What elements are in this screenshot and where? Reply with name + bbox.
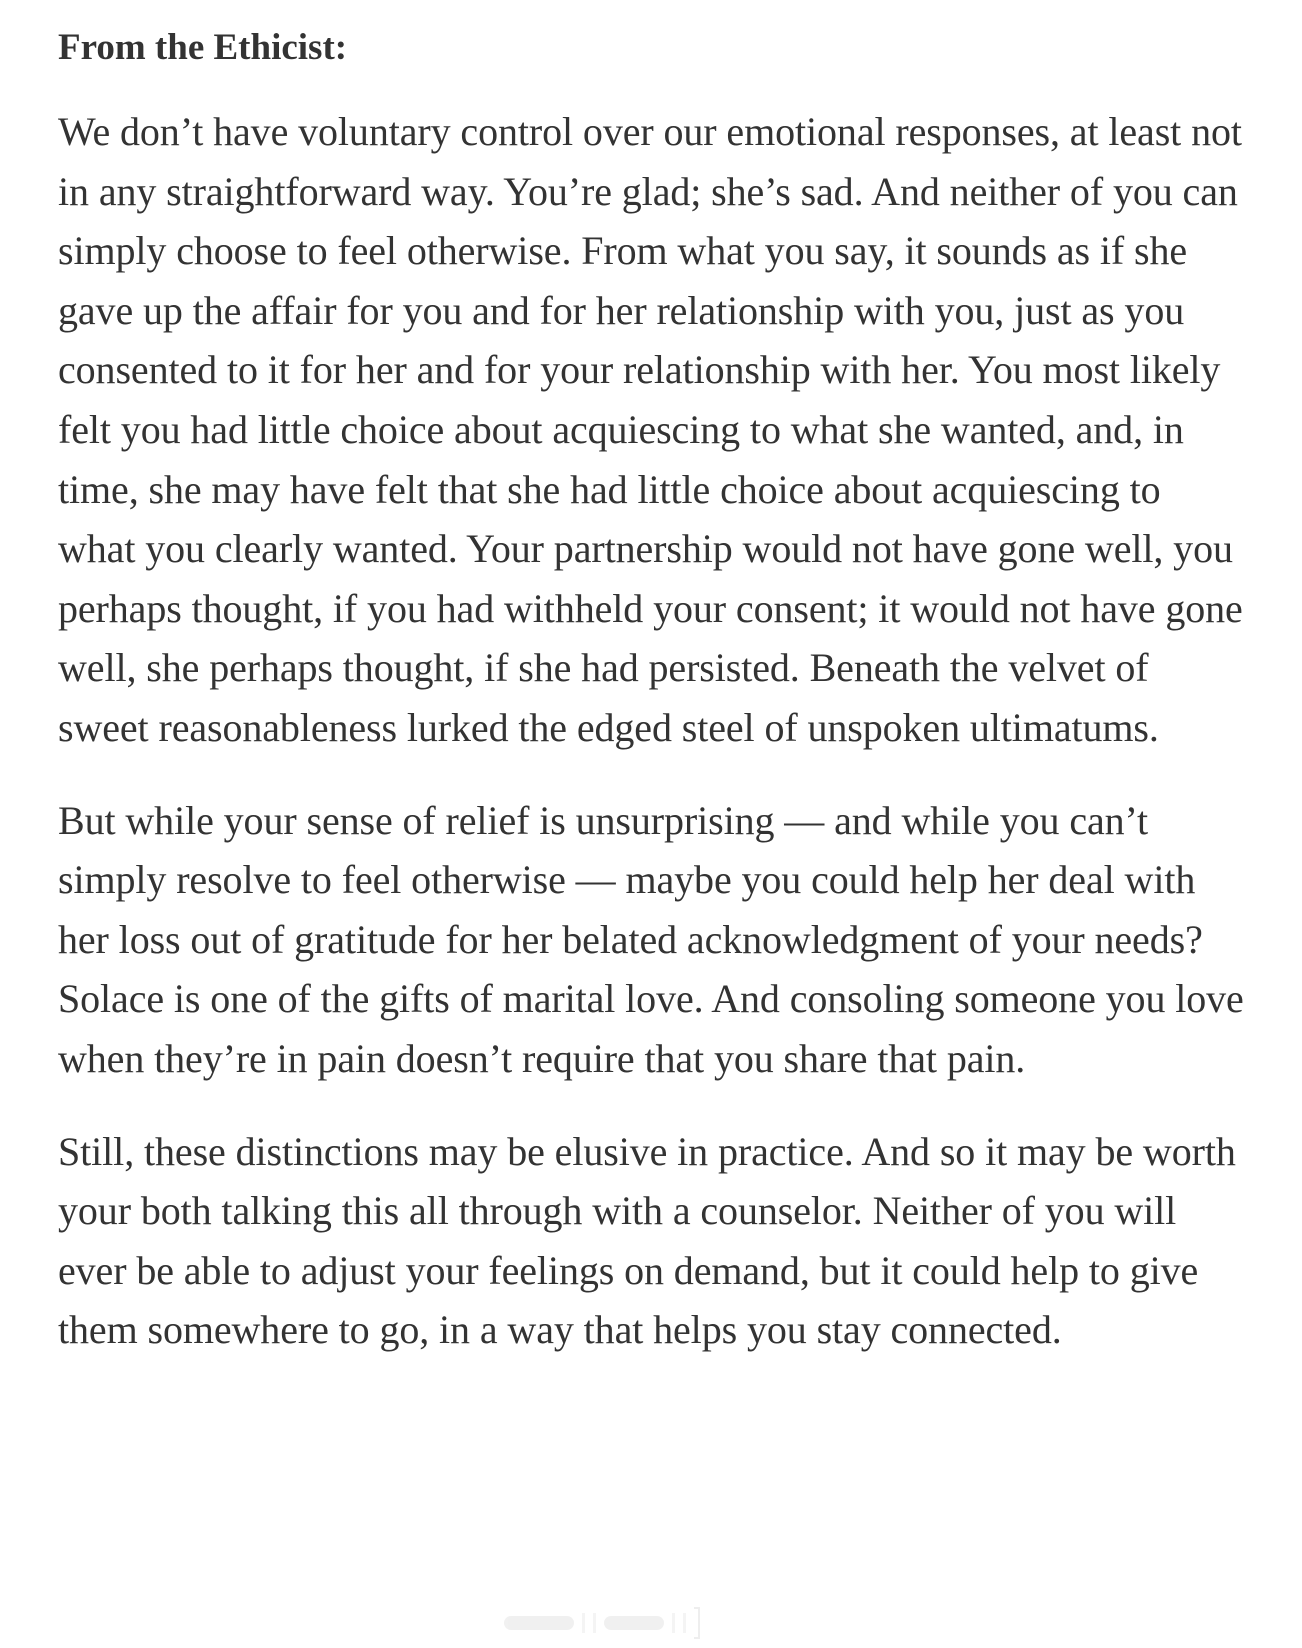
article-body xyxy=(58,22,1244,1393)
watermark-tick xyxy=(672,1613,675,1633)
watermark-tick xyxy=(683,1613,686,1633)
watermark-tick xyxy=(582,1613,585,1633)
paragraph-2: But while your sense of relief is unsurprising — and while you can’t simply resolve to feel otherwise — maybe you could help her deal with her loss out of gratitude for her belated acknowledgment of your needs? Solace is one of the gifts of marital love. And consoling someone you love when they’re in pain doesn’t require that you share that pain. xyxy=(58,797,1244,1081)
watermark-tick xyxy=(593,1613,596,1633)
watermark-bar xyxy=(504,1616,574,1630)
paragraph-3: Still, these distinctions may be elusive in practice. And so it may be worth your both talking this all through with a counselor. Neither of you will ever be able to adjust your feelings on demand, but it could help to give them somewhere to go, in a way that helps you stay connected. xyxy=(58,1128,1236,1353)
section-heading: From the Ethicist: xyxy=(58,27,348,68)
watermark-logo xyxy=(504,1610,784,1636)
watermark-bracket xyxy=(694,1607,700,1639)
paragraph-1: We don’t have voluntary control over our emotional responses, at least not in any straightforward way. You’re glad; she’s sad. And neither of you can simply choose to feel otherwise. From what you say, it sounds as if she gave up the affair for you and for her relationship with you, just as you consented to it for her and for your relationship with her. You most likely felt you had little choice about acquiescing to what she wanted, and, in time, she may have felt that she had little choice about acquiescing to what you clearly wanted. Your partnership would not have gone well, you perhaps thought, if you had withheld your consent; it would not have gone well, she perhaps thought, if she had persisted. Beneath the velvet of sweet reasonableness lurked the edged steel of unspoken ultimatums. xyxy=(58,109,1243,750)
watermark-bar xyxy=(604,1616,664,1630)
